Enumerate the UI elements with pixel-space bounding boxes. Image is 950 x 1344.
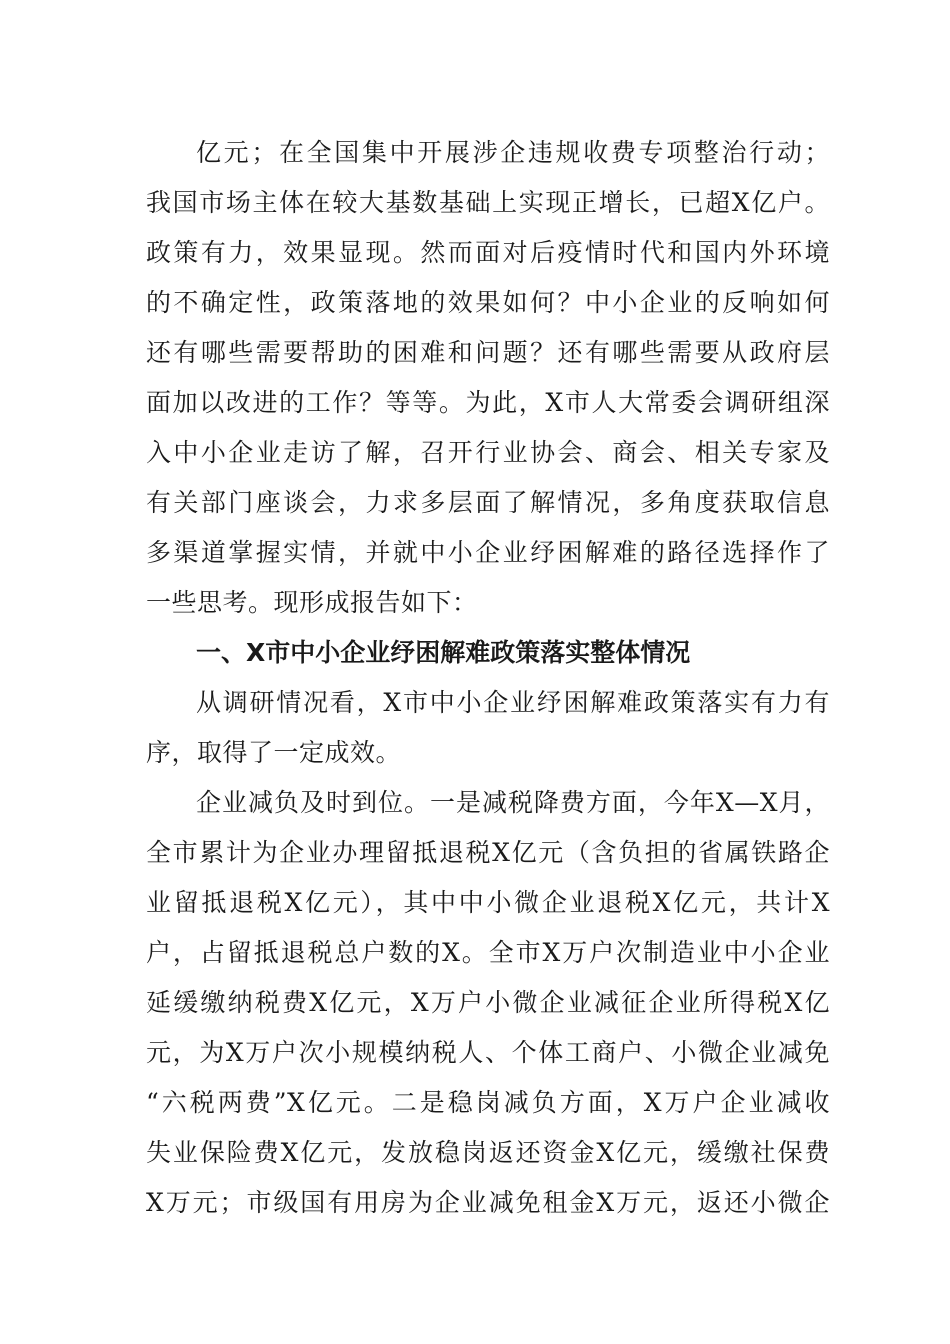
text-line: 我国市场主体在较大基数基础上实现正增长，已超X亿户。 bbox=[146, 188, 830, 217]
section-heading: 一、X市中小企业纾困解难政策落实整体情况 bbox=[196, 638, 691, 667]
text-line: 户，占留抵退税总户数的X。全市X万户次制造业中小企业 bbox=[146, 938, 830, 967]
text-line: 有关部门座谈会，力求多层面了解情况，多角度获取信息 bbox=[146, 488, 830, 517]
text-line: 失业保险费X亿元，发放稳岗返还资金X亿元，缓缴社保费 bbox=[146, 1138, 830, 1167]
text-line: 面加以改进的工作？等等。为此，X市人大常委会调研组深 bbox=[146, 388, 830, 417]
text-line: 从调研情况看，X市中小企业纾困解难政策落实有力有 bbox=[196, 688, 830, 717]
text-line: 元，为X万户次小规模纳税人、个体工商户、小微企业减免 bbox=[146, 1038, 830, 1067]
text-line: 亿元；在全国集中开展涉企违规收费专项整治行动； bbox=[196, 138, 830, 167]
text-line: 全市累计为企业办理留抵退税X亿元（含负担的省属铁路企 bbox=[146, 838, 830, 867]
text-line: 还有哪些需要帮助的困难和问题？还有哪些需要从政府层 bbox=[146, 338, 830, 367]
text-line: 多渠道掌握实情，并就中小企业纾困解难的路径选择作了 bbox=[146, 538, 830, 567]
text-line: 一些思考。现形成报告如下： bbox=[146, 588, 478, 617]
text-line: “六税两费”X亿元。二是稳岗减负方面，X万户企业减收 bbox=[146, 1088, 830, 1117]
text-line: 政策有力，效果显现。然而面对后疫情时代和国内外环境 bbox=[146, 238, 830, 267]
text-line: 入中小企业走访了解，召开行业协会、商会、相关专家及 bbox=[146, 438, 830, 467]
text-line: 延缓缴纳税费X亿元，X万户小微企业减征企业所得税X亿 bbox=[146, 988, 830, 1017]
text-line: 企业减负及时到位。一是减税降费方面，今年X—X月， bbox=[196, 788, 830, 817]
body-text bbox=[146, 128, 830, 1228]
text-line: 的不确定性，政策落地的效果如何？中小企业的反响如何 bbox=[146, 288, 830, 317]
text-line: 序，取得了一定成效。 bbox=[146, 738, 402, 767]
text-line: X万元；市级国有用房为企业减免租金X万元，返还小微企 bbox=[146, 1188, 830, 1217]
text-line: 业留抵退税X亿元），其中中小微企业退税X亿元，共计X bbox=[146, 888, 830, 917]
